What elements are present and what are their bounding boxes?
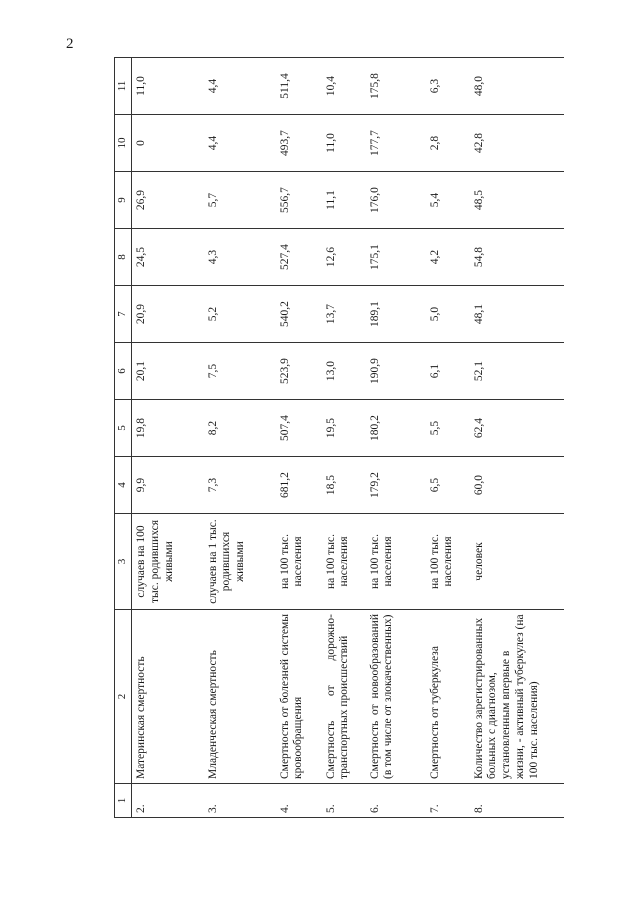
column-header: 7 xyxy=(115,286,132,343)
unit-cell: случаев на 1 тыс. родившихся живыми xyxy=(204,514,276,610)
unit-cell: на 100 тыс. населения xyxy=(426,514,470,610)
row-number: 4. xyxy=(276,784,322,818)
indicator-name: Смертность от туберкулеза xyxy=(426,610,470,784)
table-container xyxy=(114,58,562,818)
value-cell: 4,4 xyxy=(204,115,276,172)
column-header: 3 xyxy=(115,514,132,610)
value-cell: 24,5 xyxy=(132,229,204,286)
value-cell: 19,5 xyxy=(322,400,366,457)
value-cell: 177,7 xyxy=(366,115,426,172)
row-number: 2. xyxy=(132,784,204,818)
column-header: 8 xyxy=(115,229,132,286)
value-cell: 493,7 xyxy=(276,115,322,172)
row-number: 8. xyxy=(470,784,564,818)
value-cell: 19,8 xyxy=(132,400,204,457)
value-cell: 5,5 xyxy=(426,400,470,457)
value-cell: 10,4 xyxy=(322,58,366,115)
value-cell: 4,2 xyxy=(426,229,470,286)
unit-cell: на 100 тыс. населения xyxy=(322,514,366,610)
value-cell: 527,4 xyxy=(276,229,322,286)
value-cell: 2,8 xyxy=(426,115,470,172)
value-cell: 0 xyxy=(132,115,204,172)
table-row xyxy=(322,58,366,818)
value-cell: 507,4 xyxy=(276,400,322,457)
value-cell: 175,1 xyxy=(366,229,426,286)
value-cell: 511,4 xyxy=(276,58,322,115)
column-header: 9 xyxy=(115,172,132,229)
indicator-name: Смертность от новообразований (в том числе от злокачественных) xyxy=(366,610,426,784)
value-cell: 523,9 xyxy=(276,343,322,400)
value-cell: 180,2 xyxy=(366,400,426,457)
value-cell: 9,9 xyxy=(132,457,204,514)
value-cell: 48,1 xyxy=(470,286,564,343)
column-header: 6 xyxy=(115,343,132,400)
value-cell: 5,2 xyxy=(204,286,276,343)
unit-cell: на 100 тыс. населения xyxy=(276,514,322,610)
value-cell: 540,2 xyxy=(276,286,322,343)
column-header: 1 xyxy=(115,784,132,818)
value-cell: 26,9 xyxy=(132,172,204,229)
table-row xyxy=(366,58,426,818)
value-cell: 13,0 xyxy=(322,343,366,400)
indicator-name: Смертность от болезней системы кровообращения xyxy=(276,610,322,784)
indicator-name: Количество зарегистрированных больных с диагнозом, установленным впервые в жизни, - активный туберкулез (на 100 тыс. населения) xyxy=(470,610,564,784)
column-header: 11 xyxy=(115,58,132,115)
value-cell: 5,7 xyxy=(204,172,276,229)
value-cell: 6,1 xyxy=(426,343,470,400)
row-number: 7. xyxy=(426,784,470,818)
value-cell: 6,5 xyxy=(426,457,470,514)
table-row xyxy=(426,58,470,818)
value-cell: 42,8 xyxy=(470,115,564,172)
value-cell: 62,4 xyxy=(470,400,564,457)
value-cell: 5,4 xyxy=(426,172,470,229)
indicators-table xyxy=(114,57,564,818)
value-cell: 18,5 xyxy=(322,457,366,514)
value-cell: 7,3 xyxy=(204,457,276,514)
value-cell: 52,1 xyxy=(470,343,564,400)
value-cell: 60,0 xyxy=(470,457,564,514)
value-cell: 681,2 xyxy=(276,457,322,514)
unit-cell: на 100 тыс. населения xyxy=(366,514,426,610)
column-header: 10 xyxy=(115,115,132,172)
value-cell: 11,0 xyxy=(132,58,204,115)
column-header: 4 xyxy=(115,457,132,514)
value-cell: 13,7 xyxy=(322,286,366,343)
value-cell: 175,8 xyxy=(366,58,426,115)
value-cell: 190,9 xyxy=(366,343,426,400)
value-cell: 7,5 xyxy=(204,343,276,400)
value-cell: 11,1 xyxy=(322,172,366,229)
value-cell: 4,4 xyxy=(204,58,276,115)
value-cell: 48,5 xyxy=(470,172,564,229)
value-cell: 54,8 xyxy=(470,229,564,286)
indicator-name: Материнская смертность xyxy=(132,610,204,784)
value-cell: 179,2 xyxy=(366,457,426,514)
unit-cell: человек xyxy=(470,514,564,610)
table-row xyxy=(276,58,322,818)
value-cell: 48,0 xyxy=(470,58,564,115)
value-cell: 189,1 xyxy=(366,286,426,343)
value-cell: 556,7 xyxy=(276,172,322,229)
value-cell: 5,0 xyxy=(426,286,470,343)
value-cell: 176,0 xyxy=(366,172,426,229)
row-number: 3. xyxy=(204,784,276,818)
value-cell: 4,3 xyxy=(204,229,276,286)
indicator-name: Смертность от дорожно-транспортных происшествий xyxy=(322,610,366,784)
unit-cell: случаев на 100 тыс. родившихся живыми xyxy=(132,514,204,610)
page-number: 2 xyxy=(66,36,74,52)
row-number: 5. xyxy=(322,784,366,818)
header-row xyxy=(115,58,132,818)
indicator-name: Младенческая смертность xyxy=(204,610,276,784)
table-row xyxy=(204,58,276,818)
column-header: 5 xyxy=(115,400,132,457)
table-row xyxy=(132,58,204,818)
table-row xyxy=(470,58,564,818)
value-cell: 12,6 xyxy=(322,229,366,286)
value-cell: 6,3 xyxy=(426,58,470,115)
value-cell: 11,0 xyxy=(322,115,366,172)
value-cell: 8,2 xyxy=(204,400,276,457)
row-number: 6. xyxy=(366,784,426,818)
column-header: 2 xyxy=(115,610,132,784)
value-cell: 20,1 xyxy=(132,343,204,400)
value-cell: 20,9 xyxy=(132,286,204,343)
